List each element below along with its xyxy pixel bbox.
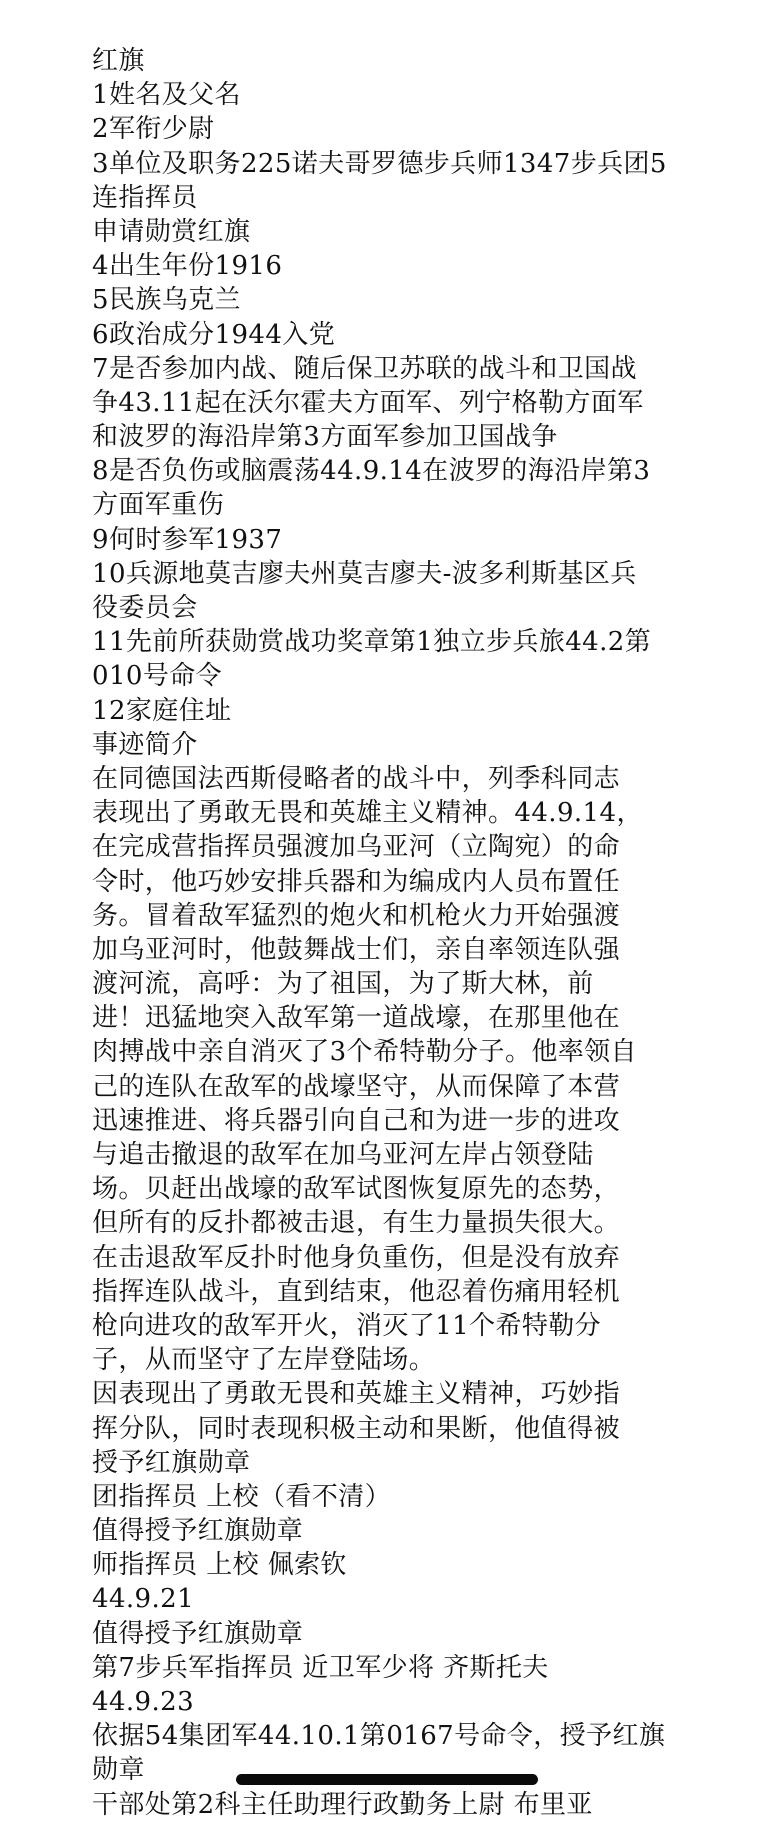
text-line: 指挥连队战斗，直到结束，他忍着伤痛用轻机 [92,1276,621,1307]
text-line: 12家庭住址 [92,695,232,726]
text-line: 进！迅猛地突入敌军第一道战壕，在那里他在 [92,1003,621,1034]
text-line: 加乌亚河时，他鼓舞战士们，亲自率领连队强 [92,934,621,965]
text-line: 役委员会 [92,593,198,623]
text-line: 值得授予红旗勋章 [92,1618,304,1649]
text-line: 方面军重伤 [92,490,225,521]
home-indicator[interactable] [236,1774,538,1785]
text-line: 表现出了勇敢无畏和英雄主义精神。44.9.14， [92,798,643,829]
text-line: 子，从而坚守了左岸登陆场。 [92,1345,436,1376]
text-line: 6政治成分1944入党 [92,319,336,350]
text-line: 3单位及职务225诺夫哥罗德步兵师1347步兵团5 [92,148,667,179]
text-line: 争43.11起在沃尔霍夫方面军、列宁格勒方面军 [92,387,644,418]
text-line: 连指挥员 [92,182,198,213]
title-line: 红旗 [92,46,145,76]
text-line: 第7步兵军指挥员 近卫军少将 齐斯托夫 [92,1652,549,1683]
text-line: 肉搏战中亲自消灭了3个希特勒分子。他率领自 [92,1037,637,1068]
text-line: 迅速推进、将兵器引向自己和为进一步的进攻 [92,1105,621,1136]
document-body [92,44,690,1788]
text-line: 己的连队在敌军的战壕坚守，从而保障了本营 [92,1071,621,1102]
text-line: 在同德国法西斯侵略者的战斗中，列季科同志 [92,763,621,794]
text-line: 勋章 [92,1755,145,1786]
text-line: 在完成营指挥员强渡加乌亚河（立陶宛）的命 [92,832,621,863]
section-heading: 事迹简介 [92,729,198,760]
text-line: 挥分队，同时表现积极主动和果断，他值得被 [92,1413,621,1444]
text-line: 但所有的反扑都被击退，有生力量损失很大。 [92,1208,621,1239]
text-line: 申请勋赏红旗 [92,216,251,247]
text-line: 1姓名及父名 [92,80,241,111]
text-line: 渡河流，高呼：为了祖国，为了斯大林，前 [92,969,594,1000]
text-line: 枪向进攻的敌军开火，消灭了11个希特勒分 [92,1310,602,1341]
text-line: 010号命令 [92,661,223,692]
cut-off-text-line [92,1788,690,1820]
date-line: 44.9.23 [92,1687,195,1717]
text-line: 2军衔少尉 [92,114,215,145]
text-line: 和波罗的海沿岸第3方面军参加卫国战争 [92,422,558,453]
text-line: 务。冒着敌军猛烈的炮火和机枪火力开始强渡 [92,900,621,931]
text-line: 因表现出了勇敢无畏和英雄主义精神，巧妙指 [92,1379,621,1410]
text-line: 5民族乌克兰 [92,285,241,316]
text-line: 依据54集团军44.10.1第0167号命令，授予红旗 [92,1721,666,1752]
text-line: 令时，他巧妙安排兵器和为编成内人员布置任 [92,866,621,897]
text-line: 9何时参军1937 [92,524,283,555]
text-line: 7是否参加内战、随后保卫苏联的战斗和卫国战 [92,353,637,384]
date-line: 44.9.21 [92,1584,195,1615]
text-line: 与追击撤退的敌军在加乌亚河左岸占领登陆 [92,1140,594,1170]
text-line: 10兵源地莫吉廖夫州莫吉廖夫-波多利斯基区兵 [92,558,637,589]
text-line: 师指挥员 上校 佩索钦 [92,1550,347,1581]
text-line: 11先前所获勋赏战功奖章第1独立步兵旅44.2第 [92,627,652,658]
text-line: 在击退敌军反扑时他身负重伤，但是没有放弃 [92,1242,621,1273]
cut-off-text: 干部处第2科主任助理行政勤务上尉 布里亚 [92,1790,593,1820]
text-line: 授予红旗勋章 [92,1447,251,1478]
text-line: 团指挥员 上校（看不清） [92,1481,392,1512]
text-line: 值得授予红旗勋章 [92,1516,304,1547]
text-line: 场。贝赶出战壕的敌军试图恢复原先的态势， [92,1174,621,1205]
text-line: 4出生年份1916 [92,251,283,282]
text-line: 8是否负伤或脑震荡44.9.14在波罗的海沿岸第3 [92,456,651,487]
